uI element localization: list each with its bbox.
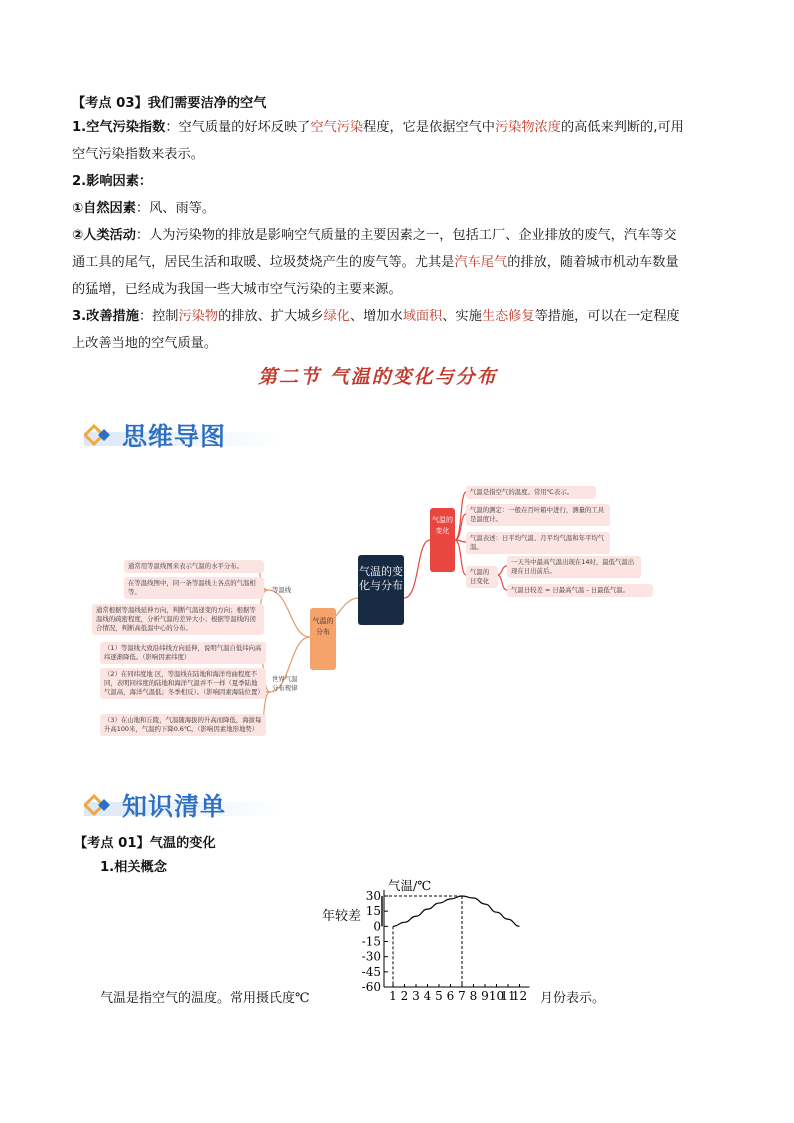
text: ：空气质量的好坏反映了	[165, 120, 311, 135]
chart-axes	[384, 890, 530, 987]
x-tick-label: 7	[458, 989, 466, 1003]
paragraph-line	[72, 253, 679, 273]
banner-title: 知识清单	[122, 792, 227, 821]
section-heading-kaodian-03: 【考点 03】我们需要洁净的空气	[72, 96, 267, 111]
y-tick-label: 0	[373, 919, 381, 934]
paragraph-measures	[72, 307, 680, 327]
y-tick-label: -15	[361, 934, 381, 949]
paragraph-line: 上改善当地的空气质量。	[72, 336, 218, 351]
y-tick-label: 15	[365, 904, 381, 919]
x-tick-label: 1	[389, 989, 397, 1003]
y-tick-label: 30	[365, 889, 381, 903]
node-isotherm-2: 在等温线图中，同一条等温线上各点的气温相等。	[124, 577, 264, 599]
branch-change: 气温的变化	[430, 508, 455, 572]
section-heading-kaodian-01: 【考点 01】气温的变化	[74, 836, 216, 851]
label-isotherm: 等温线	[272, 586, 292, 594]
label-factors: 2.影响因素：	[72, 174, 153, 189]
text: ：控制	[138, 309, 179, 324]
node-isotherm-1: 通常用等温线图来表示气温的水平分布。	[124, 560, 264, 573]
paragraph-line: 的猛增，已经成为我国一些大城市空气污染的主要来源。	[72, 282, 402, 297]
node-change-1: 气温是指空气的温度。常用℃表示。	[466, 486, 596, 499]
section-title: 第二节 气温的变化与分布	[258, 366, 498, 388]
text: 通工具的尾气，居民生活和取暖、垃圾焚烧产生的废气等。尤其是	[72, 255, 455, 270]
caption-right: 月份表示。	[540, 991, 606, 1006]
paragraph-natural	[72, 199, 215, 219]
text: ：风、雨等。	[135, 201, 216, 216]
mind-map	[0, 470, 794, 760]
chart-ylabel: 气温/℃	[388, 878, 432, 893]
branch-distribution: 气温的分布	[310, 608, 336, 670]
label-world-distribution: 世界气温分布规律	[272, 675, 298, 692]
sub-heading-concepts: 1.相关概念	[100, 860, 167, 875]
x-tick-label: 4	[423, 989, 432, 1003]
highlight: 生态修复	[481, 309, 535, 324]
y-tick-label: -60	[361, 980, 381, 994]
node-daily-2: 气温日较差 = 日最高气温 - 日最低气温。	[507, 584, 653, 597]
text: ：人为污染物的排放是影响空气质量的主要因素之一，包括工厂、企业排放的废气，汽车等交	[135, 228, 677, 243]
label-human: ②人类活动	[72, 228, 136, 243]
text: 的排放、扩大城乡	[218, 309, 324, 324]
y-tick-label: -30	[361, 949, 381, 964]
diamond-icon	[84, 424, 114, 446]
mind-map-center: 气温的变化与分布	[358, 555, 404, 625]
node-daily-1: 一天当中最高气温出现在14时，最低气温出现在日出前后。	[507, 556, 641, 578]
highlight: 污染物浓度	[495, 120, 561, 135]
x-tick-label: 11	[500, 989, 516, 1003]
highlight: 空气污染	[310, 120, 364, 135]
node-world-1: （1）等温线大致沿纬线方向延伸，说明气温自低纬向高纬逐渐降低。（影响因素纬度）	[100, 642, 266, 664]
node-change-2: 气温的测定：一般在百叶箱中进行，测量的工具是温度计。	[466, 504, 610, 526]
text: 等措施，可以在一定程度	[534, 309, 680, 324]
text: 、实施	[442, 309, 482, 324]
temperature-chart	[316, 874, 616, 1004]
highlight: 汽车尾气	[454, 255, 508, 270]
series-line	[393, 896, 520, 926]
x-tick-label: 9	[481, 989, 489, 1003]
y-tick-label: -45	[361, 964, 381, 979]
highlight: 污染物	[178, 309, 219, 324]
x-tick-label: 10	[488, 989, 505, 1003]
paragraph-pollution-index	[72, 118, 684, 138]
x-tick-label: 3	[412, 989, 420, 1003]
text: 程度，它是依据空气中	[363, 120, 495, 135]
diamond-icon	[84, 794, 114, 816]
highlight: 绿化	[323, 309, 350, 324]
node-isotherm-3: 通常根据等温线延伸方向，判断气温递变的方向；根据等温线的疏密程度，分析气温的差异大小；根据等温线的闭合情况，判断高低温中心的分布。	[92, 604, 264, 635]
label-pollution-index: 1.空气污染指数	[72, 120, 166, 135]
node-world-3: （3）在山地和丘陵，气温随海拔的升高而降低，海拔每升高100米，气温约下降0.6℃。（影响因素地形地势）	[100, 714, 266, 736]
banner-mindmap	[84, 417, 226, 453]
x-tick-label: 2	[400, 989, 409, 1003]
paragraph-line: 空气污染指数来表示。	[72, 147, 204, 162]
x-tick-label: 6	[446, 989, 455, 1003]
text: 的高低来判断的,可用	[560, 120, 684, 135]
node-daily-change: 气温的日变化	[466, 566, 498, 588]
paragraph-human	[72, 226, 677, 246]
label-natural: ①自然因素	[72, 201, 136, 216]
x-tick-label: 5	[435, 989, 443, 1003]
banner-title: 思维导图	[122, 422, 227, 451]
node-change-3: 气温表述：日平均气温、月平均气温和年平均气温。	[466, 532, 610, 554]
annotation-annual-range: 年较差	[322, 909, 362, 924]
banner-knowledge	[84, 787, 226, 823]
x-tick-label: 8	[469, 989, 478, 1003]
chart-guides	[382, 896, 462, 987]
text: 的排放，随着城市机动车数量	[507, 255, 679, 270]
node-world-2: （2）在同纬度地 区，等温线在陆地和海洋弯曲程度不同，表明同纬度的陆地和海洋气温并不一样（夏季陆地气温高，海洋气温低；冬季相反）。（影响因素海陆位置）	[100, 668, 266, 699]
text: 、增加水	[349, 309, 403, 324]
caption-left: 气温是指空气的温度。常用摄氏度℃	[100, 991, 310, 1006]
label-measures: 3.改善措施	[72, 309, 139, 324]
x-tick-label: 12	[511, 989, 528, 1003]
highlight: 域面积	[402, 309, 443, 324]
